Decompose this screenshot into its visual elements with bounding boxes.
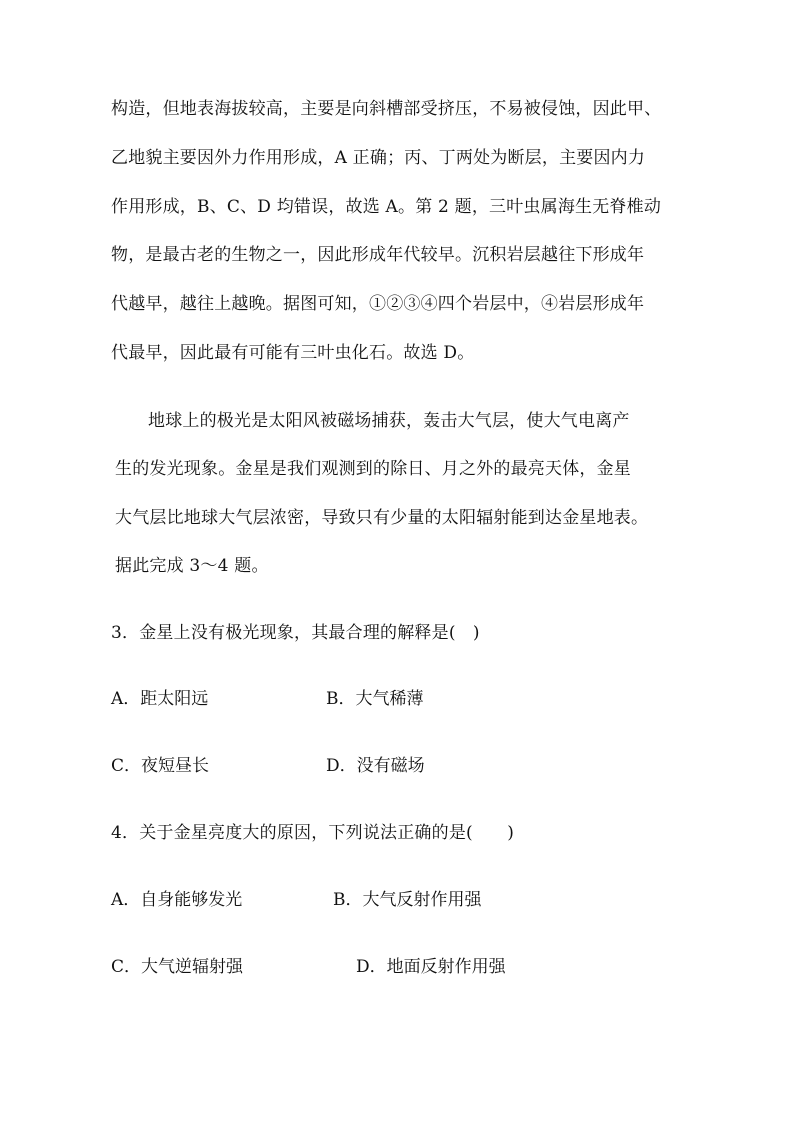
explanation-line: 构造，但地表海拔较高，主要是向斜槽部受挤压，不易被侵蚀，因此甲、 xyxy=(111,99,662,119)
option-a[interactable]: A．自身能够发光 xyxy=(111,890,243,910)
option-c[interactable]: C．夜短昼长 xyxy=(111,756,210,776)
explanation-line: 作用形成，B、C、D 均错误，故选 A。第 2 题，三叶虫属海生无脊椎动 xyxy=(111,197,662,217)
option-c[interactable]: C．大气逆辐射强 xyxy=(111,957,244,977)
question-stem: 3．金星上没有极光现象，其最合理的解释是( ) xyxy=(111,623,480,643)
explanation-line: 物，是最古老的生物之一，因此形成年代较早。沉积岩层越往下形成年 xyxy=(111,245,645,265)
passage-line: 地球上的极光是太阳风被磁场捕获，轰击大气层，使大气电离产 xyxy=(148,411,630,431)
option-d[interactable]: D．地面反射作用强 xyxy=(356,957,506,977)
option-a[interactable]: A．距太阳远 xyxy=(111,689,209,709)
passage-line: 据此完成 3～4 题。 xyxy=(115,556,269,576)
option-d[interactable]: D．没有磁场 xyxy=(326,756,425,776)
question-stem: 4．关于金星亮度大的原因，下列说法正确的是( ) xyxy=(111,823,515,843)
explanation-line: 乙地貌主要因外力作用形成，A 正确；丙、丁两处为断层，主要因内力 xyxy=(111,148,646,168)
explanation-line: 代越早，越往上越晚。据图可知，①②③④四个岩层中，④岩层形成年 xyxy=(111,294,645,314)
passage-line: 大气层比地球大气层浓密，导致只有少量的太阳辐射能到达金星地表。 xyxy=(115,508,649,528)
explanation-line: 代最早，因此最有可能有三叶虫化石。故选 D。 xyxy=(111,343,475,363)
option-b[interactable]: B．大气反射作用强 xyxy=(333,890,482,910)
passage-line: 生的发光现象。金星是我们观测到的除日、月之外的最亮天体，金星 xyxy=(115,459,631,479)
option-b[interactable]: B．大气稀薄 xyxy=(326,689,424,709)
